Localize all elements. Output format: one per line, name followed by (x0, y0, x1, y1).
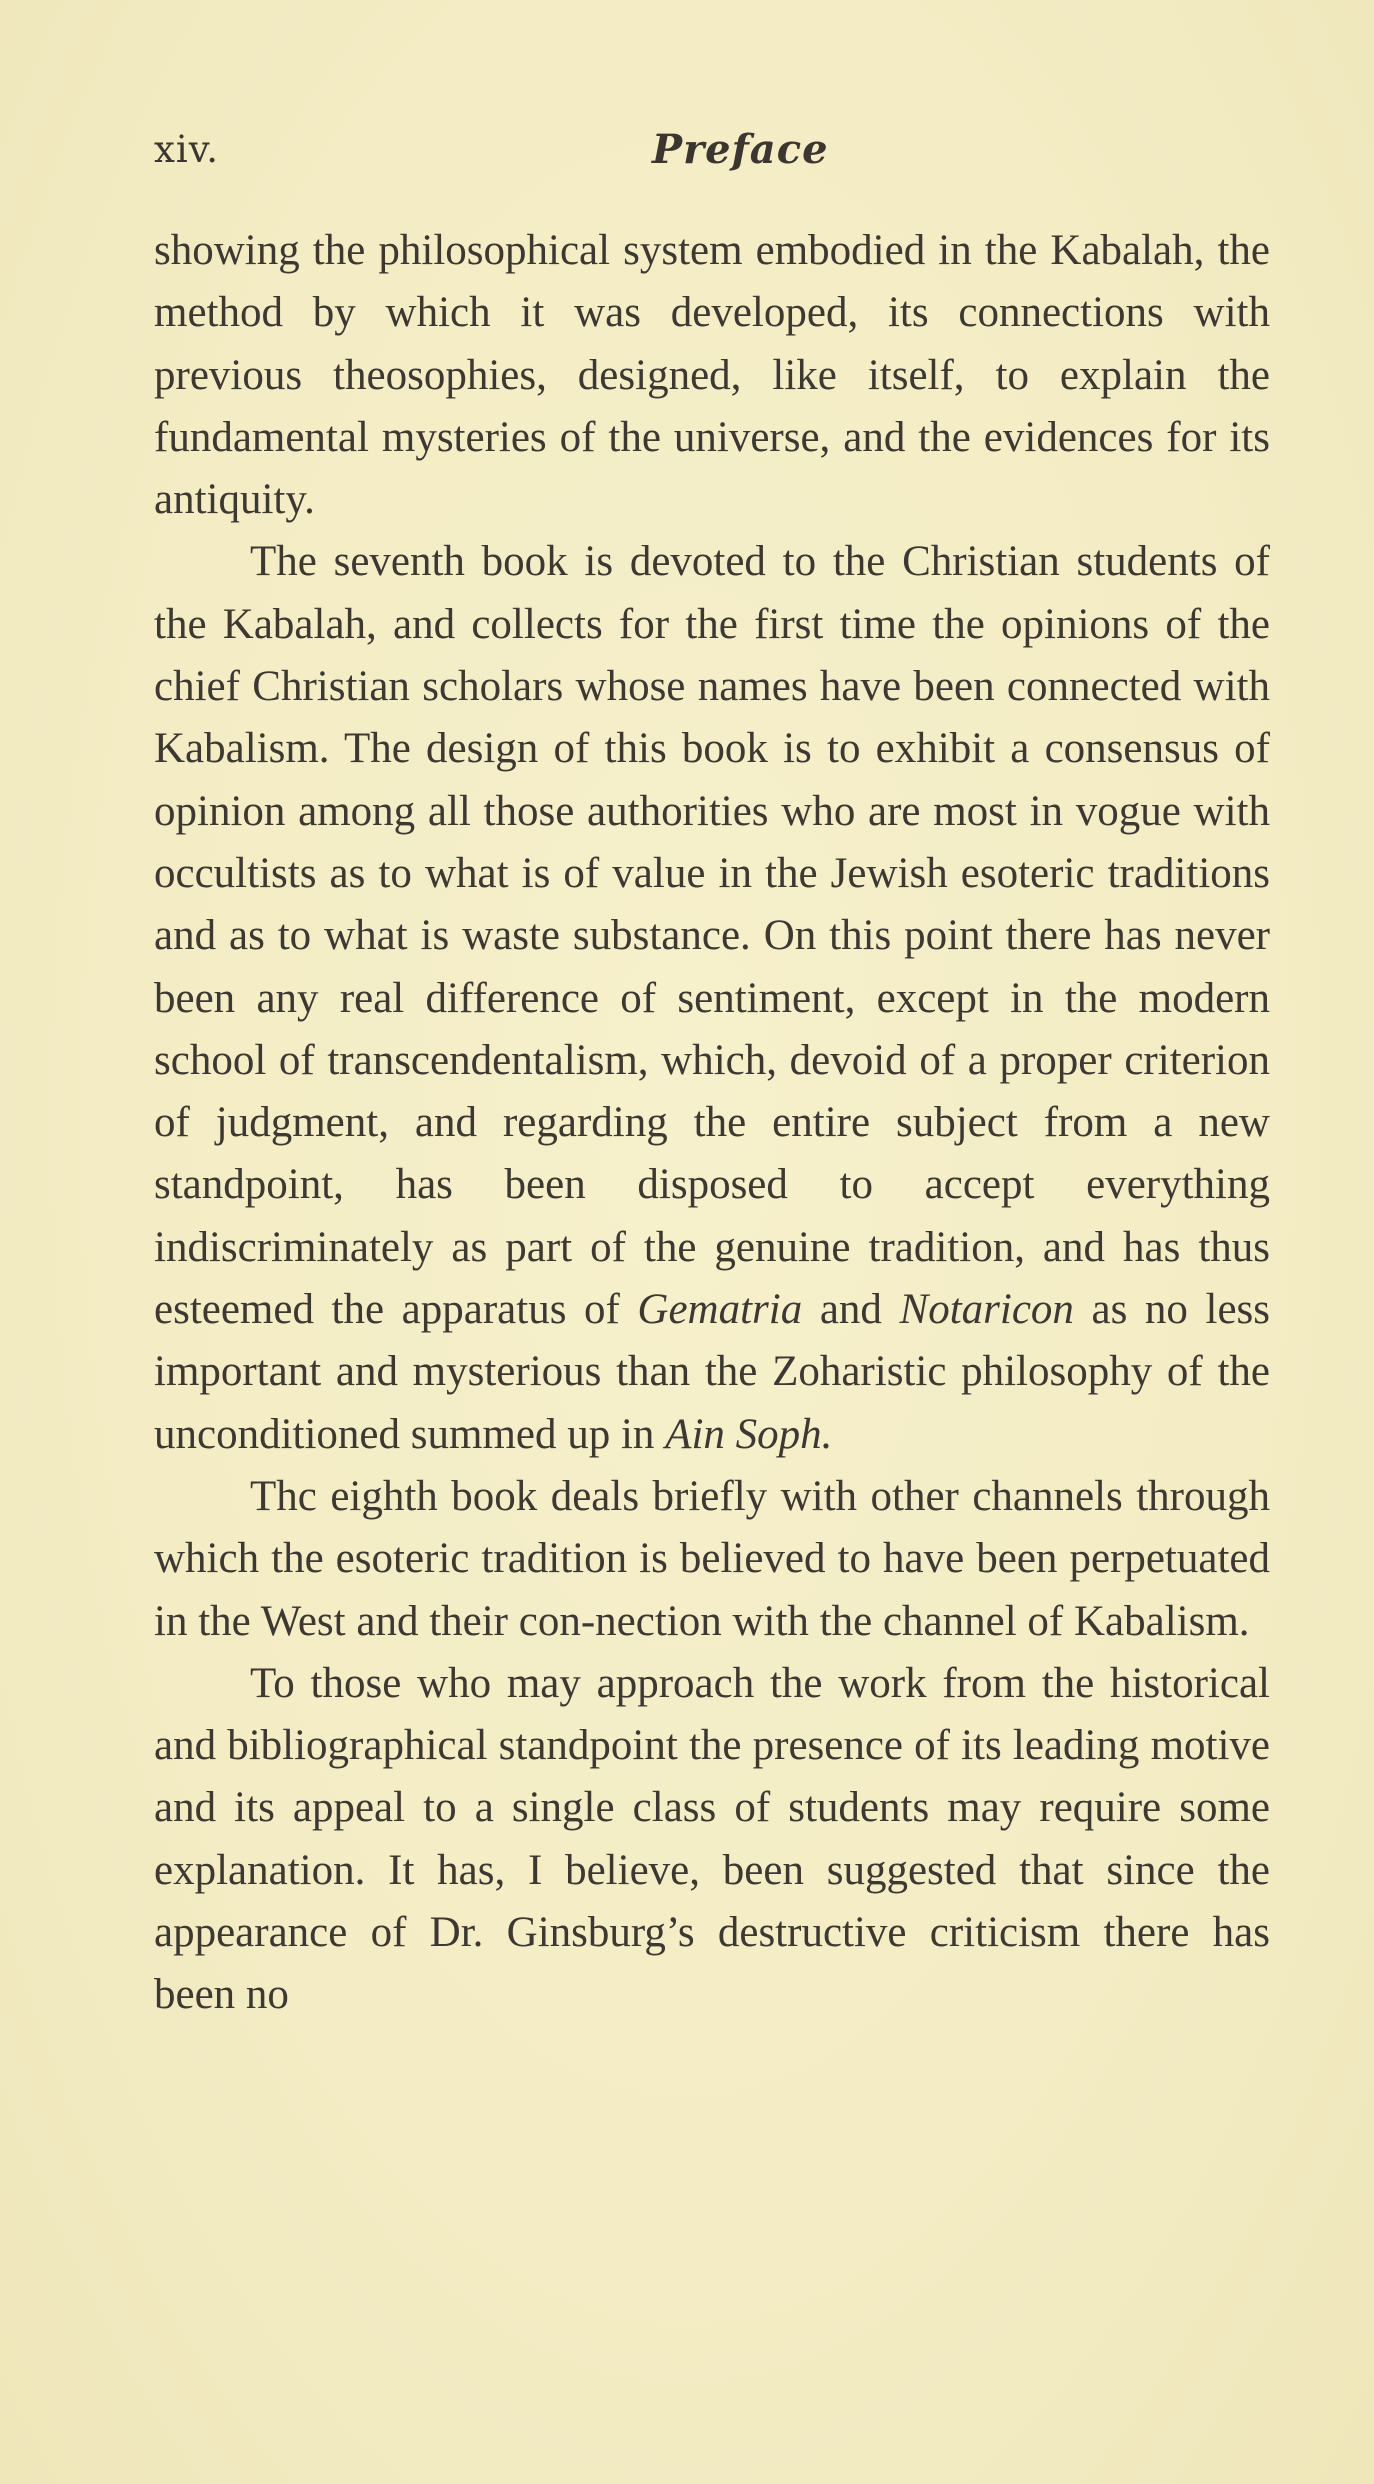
term-notaricon: Notaricon (899, 1286, 1074, 1334)
term-gematria: Gematria (637, 1286, 803, 1334)
term-ain-soph: Ain Soph. (665, 1410, 833, 1458)
paragraph-2-text-3: as no less important and mysterious than the Zoharistic philosophy of the unconditioned summed up in (154, 1286, 1270, 1458)
page-number: xiv. (154, 128, 219, 171)
paragraph-2-text-2: and (802, 1286, 900, 1334)
paragraph-1: showing the philosophical system embodied in the Kabalah, the method by which it was developed, its connections with previous theosophies, designed, like itself, to explain the fundamental mysteries of the universe, and the evidences for its antiquity. (154, 227, 1270, 524)
running-title: Preface (652, 126, 829, 173)
paragraph-2 (154, 531, 1270, 1465)
paragraph-3: Thc eighth book deals briefly with other channels through which the esoteric tradition is believed to have been perpetuated in the West and their con-nection with the channel of Kabalism. (154, 1472, 1270, 1645)
body-text (154, 220, 1270, 2027)
paragraph-2-text-1: The seventh book is devoted to the Christian students of the Kabalah, and collects for the first time the opinions of the chief Christian scholars whose names have been connected with Kabalism. The design of this book is to exhibit a consensus of opinion among all those authorities who are most in vogue with occultists as to what is of value in the Jewish esoteric traditions and as to what is waste substance. On this point there has never been any real difference of sentiment, except in the modern school of transcendentalism, which, devoid of a proper criterion of judgment, and regarding the entire subject from a new standpoint, has been disposed to accept everything indiscriminately as part of the genuine tradition, and has thus esteemed the apparatus of (154, 538, 1270, 1334)
paragraph-4: To those who may approach the work from the historical and bibliographical standpoint the presence of its leading motive and its appeal to a single class of students may require some explanation. It has, I believe, been suggested that since the appearance of Dr. Ginsburg’s destructive criticism there has been no (154, 1659, 1270, 2019)
page-header (154, 128, 1270, 188)
